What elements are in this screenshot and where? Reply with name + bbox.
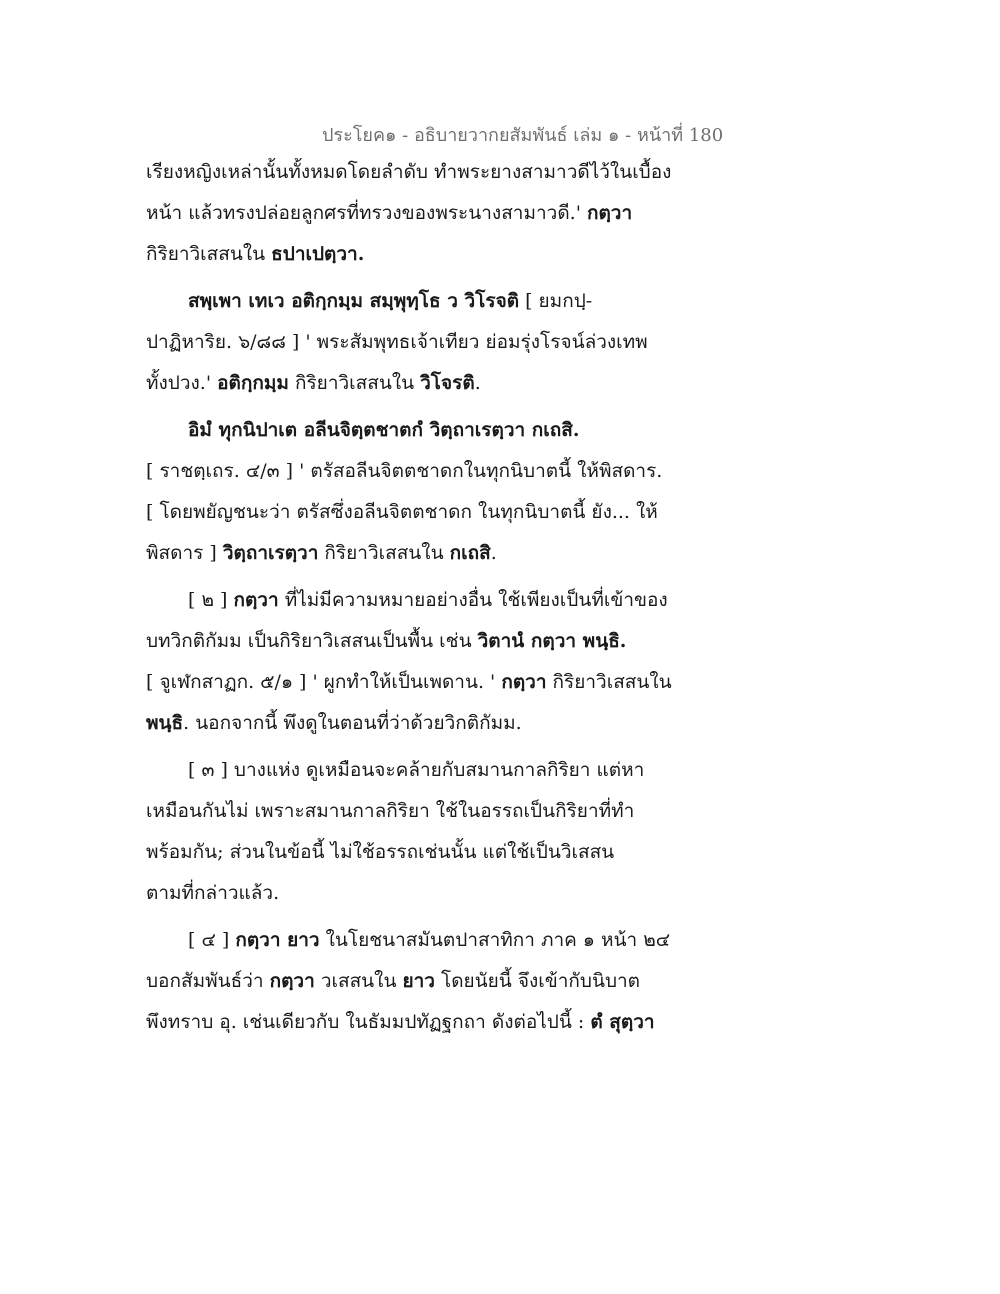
text-span: ทั้งปวง.' (146, 372, 218, 394)
pali-term: ยาว (402, 970, 435, 992)
text-span: ในโยชนาสมันตปาสาทิกา ภาค ๑ หน้า ๒๔ (319, 929, 671, 951)
pali-term: กตฺวา (586, 202, 633, 224)
pali-term: วิโจรติ (420, 372, 475, 394)
pali-term: ตํ สุตฺวา (590, 1011, 655, 1033)
text-line (146, 662, 686, 703)
body-text (146, 152, 686, 1043)
paragraph-2 (146, 281, 686, 404)
text-span: หน้า แล้วทรงปล่อยลูกศรที่ทรวงของพระนางสามาวดี.' (146, 202, 587, 224)
text-span: พิสดาร ] (146, 542, 223, 564)
paragraph-4 (146, 580, 686, 744)
running-header: ประโยค๑ - อธิบายวากยสัมพันธ์ เล่ม ๑ - หน้าที่ 180 (322, 125, 724, 146)
text-span: [ ๒ ] (188, 589, 234, 611)
text-line (146, 152, 686, 193)
text-line (146, 920, 686, 961)
text-line (146, 750, 686, 791)
paragraph-6 (146, 920, 686, 1043)
pali-term: กตฺวา (501, 671, 547, 693)
text-line (146, 451, 686, 492)
text-span: เรียงหญิงเหล่านั้นทั้งหมดโดยลำดับ ทำพระยางสามาวดีไว้ในเบื้อง (146, 161, 672, 183)
pali-term: กตฺวา ยาว (235, 929, 320, 951)
paragraph-5 (146, 750, 686, 914)
text-span: กิริยาวิเสสนใน (288, 372, 421, 394)
pali-term: ธปาเปตฺวา. (271, 243, 365, 265)
pali-term: กตฺวา (233, 589, 279, 611)
text-line (146, 363, 686, 404)
text-span: [ ๓ ] บางแห่ง ดูเหมือนจะคล้ายกับสมานกาลกิริยา แต่หา (188, 759, 645, 781)
text-span: [ ราชตฺเถร. ๔/๓ ] ' ตรัสอลีนจิตตชาดกในทุกนิบาตนี้ ให้พิสดาร. (146, 460, 663, 482)
pali-term: อติกฺกมฺม (217, 372, 289, 394)
text-span: [ ๔ ] (188, 929, 236, 951)
pali-term: กตฺวา (269, 970, 315, 992)
text-span: [ จูเฬกสาฏก. ๕/๑ ] ' ผูกทำให้เป็นเพดาน. ' (146, 671, 502, 693)
text-line (146, 234, 686, 275)
text-span: วเสสนใน (314, 970, 403, 992)
text-span: พร้อมกัน; ส่วนในข้อนี้ ไม่ใช้อรรถเช่นนั้น แต่ใช้เป็นวิเสสน (146, 841, 615, 863)
text-span: ตามที่กล่าวแล้ว. (146, 882, 280, 904)
text-span: กิริยาวิเสสนใน (546, 671, 672, 693)
pali-term: อิมํ ทุกนิปาเต อลีนจิตฺตชาตกํ วิตฺถาเรตฺวา กเถสิ. (188, 419, 580, 441)
text-span: กิริยาวิเสสนใน (318, 542, 450, 564)
text-span: [ ยมกปฺ- (519, 290, 593, 312)
text-line (146, 281, 686, 322)
text-span: [ โดยพยัญชนะว่า ตรัสซึ่งอลีนจิตตชาดก ในทุกนิบาตนี้ ยัง... ให้ (146, 501, 658, 523)
text-line (146, 410, 686, 451)
text-span: เหมือนกันไม่ เพราะสมานกาลกิริยา ใช้ในอรรถเป็นกิริยาที่ทำ (146, 800, 635, 822)
pali-term: วิตฺถาเรตฺวา (222, 542, 319, 564)
text-span: . นอกจากนี้ พึงดูในตอนที่ว่าด้วยวิกติกัมม. (183, 712, 522, 734)
text-span: กิริยาวิเสสนใน (146, 243, 272, 265)
text-line (146, 873, 686, 914)
paragraph-1 (146, 152, 686, 275)
text-line (146, 832, 686, 873)
text-span: ปาฏิหาริย. ๖/๘๘ ] ' พระสัมพุทธเจ้าเทียว ย่อมรุ่งโรจน์ล่วงเทพ (146, 331, 648, 353)
text-line (146, 322, 686, 363)
pali-term: พนฺธิ (146, 712, 184, 734)
text-span: . (474, 372, 481, 394)
text-line (146, 621, 686, 662)
pali-term: วิตานํ กตฺวา พนฺธิ. (477, 630, 627, 652)
text-span: พึงทราบ อุ. เช่นเดียวกับ ในธัมมปทัฏฐกถา ดังต่อไปนี้ : (146, 1011, 591, 1033)
text-line (146, 533, 686, 574)
pali-term: สพฺเพา เทเว อติกฺกมฺม สมฺพุทฺโธ ว วิโรจติ (188, 290, 520, 312)
text-line (146, 492, 686, 533)
text-line (146, 791, 686, 832)
text-line (146, 1002, 686, 1043)
text-span: บทวิกติกัมม เป็นกิริยาวิเสสนเป็นพื้น เช่น (146, 630, 478, 652)
text-line (146, 703, 686, 744)
text-span: ที่ไม่มีความหมายอย่างอื่น ใช้เพียงเป็นที่เข้าของ (278, 589, 668, 611)
text-span: บอกสัมพันธ์ว่า (146, 970, 270, 992)
text-line (146, 961, 686, 1002)
text-line (146, 193, 686, 234)
text-span: โดยนัยนี้ จึงเข้ากับนิบาต (434, 970, 641, 992)
text-span: . (490, 542, 497, 564)
pali-term: กเถสิ (449, 542, 491, 564)
text-line (146, 580, 686, 621)
paragraph-3 (146, 410, 686, 574)
